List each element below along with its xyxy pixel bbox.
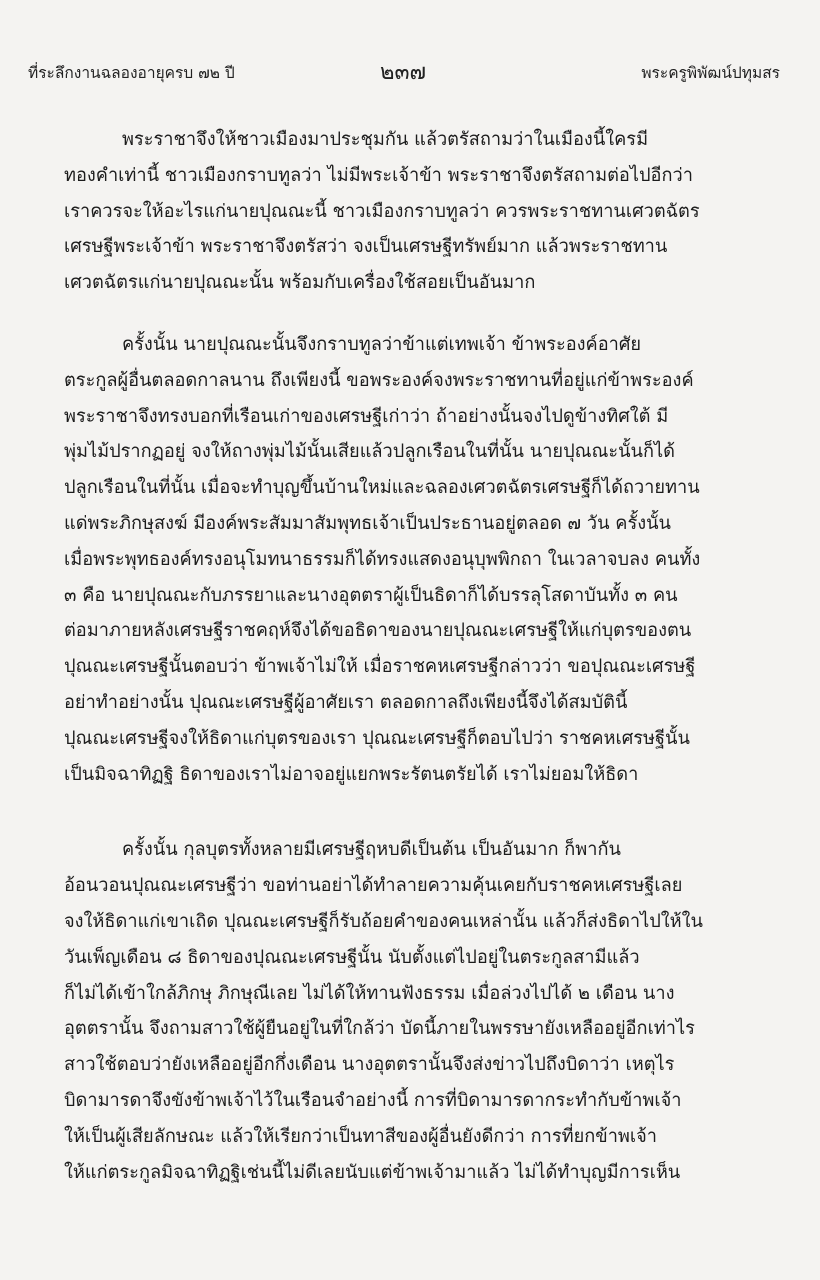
header-book-title: ที่ระลึกงานฉลองอายุครบ ๗๒ ปี [28, 64, 235, 82]
text-line: เราควรจะให้อะไรแก่นายปุณณะนี้ ชาวเมืองกราบทูลว่า ควรพระราชทานเศวตฉัตร [64, 200, 700, 222]
text-line: อุตตรานั้น จึงถามสาวใช้ผู้ยืนอยู่ในที่ใกล้ว่า บัดนี้ภายในพรรษายังเหลืออยู่อีกเท่าไร [64, 1018, 695, 1040]
paragraph-3 [64, 832, 772, 1190]
text-line: จงให้ธิดาแก่เขาเถิด ปุณณะเศรษฐีก็รับถ้อยคำของคนเหล่านั้น แล้วก็ส่งธิดาไปให้ใน [64, 910, 703, 932]
paragraph-2 [64, 327, 772, 792]
text-line: บิดามารดาจึงขังข้าพเจ้าไว้ในเรือนจำอย่างนี้ การที่บิดามารดากระทำกับข้าพเจ้า [64, 1089, 682, 1111]
text-line: ปุณณะเศรษฐีจงให้ธิดาแก่บุตรของเรา ปุณณะเศรษฐีก็ตอบไปว่า ราชคหเศรษฐีนั้น [64, 727, 690, 749]
text-line: พุ่มไม้ปรากฏอยู่ จงให้ถางพุ่มไม้นั้นเสียแล้วปลูกเรือนในที่นั้น นายปุณณะนั้นก็ได้ [64, 441, 675, 463]
page-body [64, 122, 772, 1190]
text-line: ทองคำเท่านี้ ชาวเมืองกราบทูลว่า ไม่มีพระเจ้าข้า พระราชาจึงตรัสถามต่อไปอีกว่า [64, 164, 693, 186]
text-line: อ้อนวอนปุณณะเศรษฐีว่า ขอท่านอย่าได้ทำลายความคุ้นเคยกับราชคหเศรษฐีเลย [64, 875, 683, 897]
text-line: ครั้งนั้น นายปุณณะนั้นจึงกราบทูลว่าข้าแต่เทพเจ้า ข้าพระองค์อาศัย [122, 333, 642, 355]
text-line: เศรษฐีพระเจ้าข้า พระราชาจึงตรัสว่า จงเป็นเศรษฐีทรัพย์มาก แล้วพระราชทาน [64, 236, 668, 258]
text-line: พระราชาจึงทรงบอกที่เรือนเก่าของเศรษฐีเก่าว่า ถ้าอย่างนั้นจงไปดูข้างทิศใต้ มี [64, 405, 669, 427]
paragraph-gap [64, 792, 772, 832]
header-author: พระครูพิพัฒน์ปทุมสร [641, 64, 780, 82]
text-line: ก็ไม่ได้เข้าใกล้ภิกษุ ภิกษุณีเลย ไม่ได้ให้ทานฟังธรรม เมื่อล่วงไปได้ ๒ เดือน นาง [64, 982, 675, 1004]
text-line: เป็นมิจฉาทิฏฐิ ธิดาของเราไม่อาจอยู่แยกพระรัตนตรัยได้ เราไม่ยอมให้ธิดา [64, 763, 639, 785]
text-line: ให้เป็นผู้เสียลักษณะ แล้วให้เรียกว่าเป็นทาสีของผู้อื่นยังดีกว่า การที่ยกข้าพเจ้า [64, 1125, 657, 1147]
text-line: ๓ คือ นายปุณณะกับภรรยาและนางอุตตราผู้เป็นธิดาก็ได้บรรลุโสดาบันทั้ง ๓ คน [64, 584, 678, 606]
page-number: ๒๓๗ [380, 60, 427, 85]
text-line: อย่าทำอย่างนั้น ปุณณะเศรษฐีผู้อาศัยเรา ตลอดกาลถึงเพียงนี้จึงได้สมบัตินี้ [64, 691, 628, 713]
text-line: แด่พระภิกษุสงฆ์ มีองค์พระสัมมาสัมพุทธเจ้าเป็นประธานอยู่ตลอด ๗ วัน ครั้งนั้น [64, 512, 671, 534]
running-header [28, 58, 780, 88]
text-line: ต่อมาภายหลังเศรษฐีราชคฤห์จึงได้ขอธิดาของนายปุณณะเศรษฐีให้แก่บุตรของตน [64, 620, 692, 642]
paragraph-1 [64, 122, 772, 301]
text-line: พระราชาจึงให้ชาวเมืองมาประชุมกัน แล้วตรัสถามว่าในเมืองนี้ใครมี [122, 129, 649, 150]
text-line: เมื่อพระพุทธองค์ทรงอนุโมทนาธรรมก็ได้ทรงแสดงอนุบุพพิกถา ในเวลาจบลง คนทั้ง [64, 548, 701, 570]
text-line: ให้แก่ตระกูลมิจฉาทิฏฐิเช่นนี้ไม่ดีเลยนับแต่ข้าพเจ้ามาแล้ว ไม่ได้ทำบุญมีการเห็น [64, 1161, 681, 1183]
text-line: ตระกูลผู้อื่นตลอดกาลนาน ถึงเพียงนี้ ขอพระองค์จงพระราชทานที่อยู่แก่ข้าพระองค์ [64, 369, 694, 391]
text-line: ปลูกเรือนในที่นั้น เมื่อจะทำบุญขึ้นบ้านใหม่และฉลองเศวตฉัตรเศรษฐีก็ได้ถวายทาน [64, 477, 700, 499]
text-line: ครั้งนั้น กุลบุตรทั้งหลายมีเศรษฐีฤหบดีเป็นต้น เป็นอันมาก ก็พากัน [122, 839, 621, 861]
text-line: เศวตฉัตรแก่นายปุณณะนั้น พร้อมกับเครื่องใช้สอยเป็นอันมาก [64, 272, 536, 294]
text-line: สาวใช้ตอบว่ายังเหลืออยู่อีกกึ่งเดือน นางอุตตรานั้นจึงส่งข่าวไปถึงบิดาว่า เหตุไร [64, 1054, 675, 1076]
paragraph-gap [64, 301, 772, 327]
text-line: วันเพ็ญเดือน ๘ ธิดาของปุณณะเศรษฐีนั้น นับตั้งแต่ไปอยู่ในตระกูลสามีแล้ว [64, 946, 640, 968]
text-line: ปุณณะเศรษฐีนั้นตอบว่า ข้าพเจ้าไม่ให้ เมื่อราชคหเศรษฐีกล่าวว่า ขอปุณณะเศรษฐี [64, 656, 696, 678]
